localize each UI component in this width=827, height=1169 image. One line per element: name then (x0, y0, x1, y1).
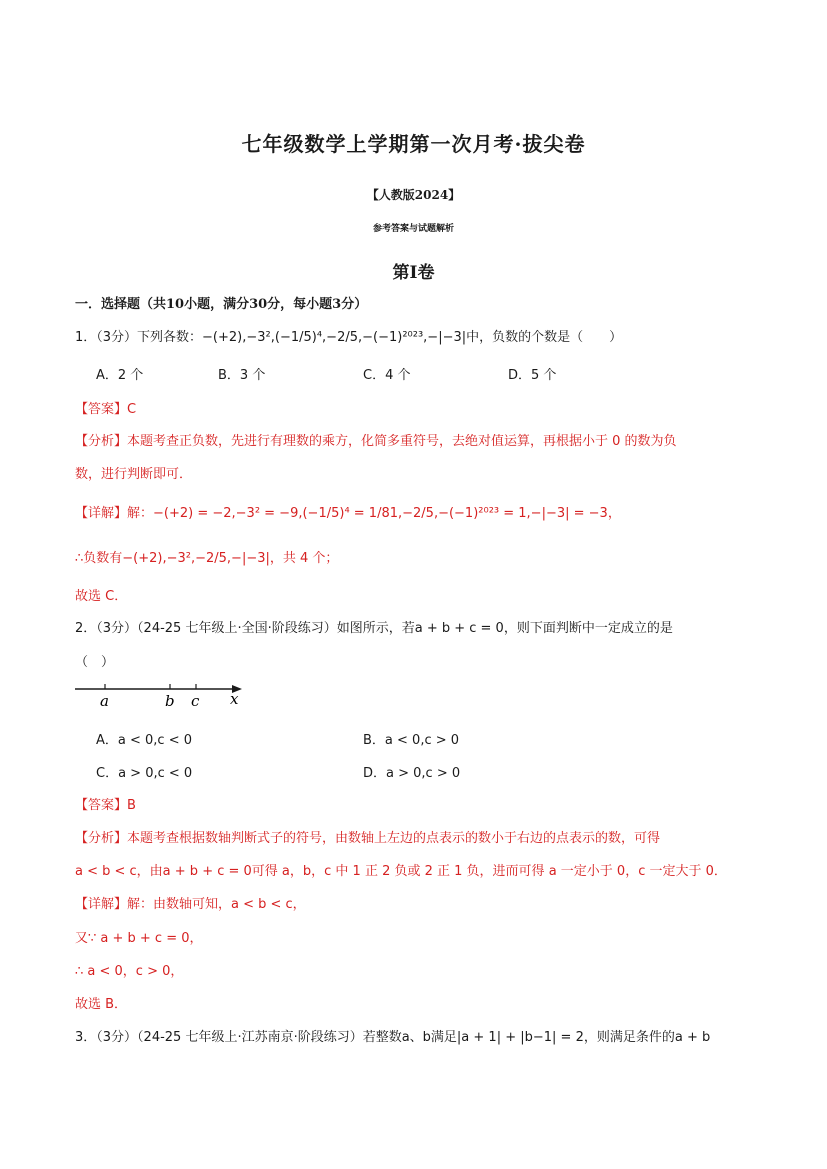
q3-stem: 3．（3分）（24-25 七年级上·江苏南京·阶段练习）若整数a、b满足|a + 1| + |b−1| = 2，则满足条件的a + b (75, 1030, 711, 1045)
q1-option-a: A．2 个 (96, 368, 144, 383)
number-line-figure (72, 680, 252, 712)
label-x: x (230, 690, 239, 708)
q1-stem: 1．（3分）下列各数：−(+2),−3²,(−1/5)⁴,−2/5,−(−1)²⁰²³,−|−3|中，负数的个数是（ ） (75, 330, 623, 345)
q2-detail-line1: 【详解】解：由数轴可知，a < b < c， (75, 897, 306, 912)
label-b: b (165, 692, 175, 710)
q1-option-c: C．4 个 (363, 368, 411, 383)
volume-heading: 第I卷 (392, 263, 435, 283)
q1-conclusion: ∴负数有−(+2),−3²,−2/5,−|−3|，共 4 个； (75, 551, 339, 566)
q2-choose: 故选 B． (75, 997, 128, 1012)
q1-analysis-line2: 数，进行判断即可． (75, 467, 193, 482)
q2-answer: 【答案】B (75, 798, 136, 813)
q1-option-b: B．3 个 (218, 368, 266, 383)
subtitle: 参考答案与试题解析 (372, 224, 454, 234)
section-heading: 一．选择题（共10小题，满分30分，每小题3分） (75, 297, 368, 312)
q2-detail-line3: ∴ a < 0，c > 0， (75, 964, 184, 979)
q2-option-d: D．a > 0,c > 0 (363, 766, 461, 781)
q2-detail-line2: 又∵ a + b + c = 0， (75, 931, 203, 946)
q2-option-c: C．a > 0,c < 0 (96, 766, 193, 781)
label-a: a (100, 692, 109, 710)
q1-choose: 故选 C． (75, 589, 128, 604)
q1-option-d: D．5 个 (508, 368, 557, 383)
q2-analysis-line1: 【分析】本题考查根据数轴判断式子的符号，由数轴上左边的点表示的数小于右边的点表示的数，可得 (75, 831, 661, 846)
q1-detail: 【详解】解：−(+2) = −2,−3² = −9,(−1/5)⁴ = 1/81,−2/5,−(−1)²⁰²³ = 1,−|−3| = −3， (75, 506, 621, 521)
q1-answer: 【答案】C (75, 402, 137, 417)
q2-analysis-line2: a < b < c，由a + b + c = 0可得 a，b，c 中 1 正 2 负或 2 正 1 负，进而可得 a 一定小于 0，c 一定大于 0． (75, 864, 727, 879)
q2-stem: 2．（3分）（24-25 七年级上·全国·阶段练习）如图所示，若a + b + c = 0，则下面判断中一定成立的是 (75, 621, 673, 636)
q2-stem-line2: （ ） (75, 655, 115, 670)
q1-analysis-line1: 【分析】本题考查正负数，先进行有理数的乘方，化简多重符号，去绝对值运算，再根据小于 0 的数为负 (75, 434, 677, 449)
page-title: 七年级数学上学期第一次月考·拔尖卷 (241, 132, 586, 156)
edition-label: 【人教版2024】 (366, 188, 461, 202)
q2-option-b: B．a < 0,c > 0 (363, 733, 460, 748)
q2-option-a: A．a < 0,c < 0 (96, 733, 192, 748)
label-c: c (191, 692, 200, 710)
